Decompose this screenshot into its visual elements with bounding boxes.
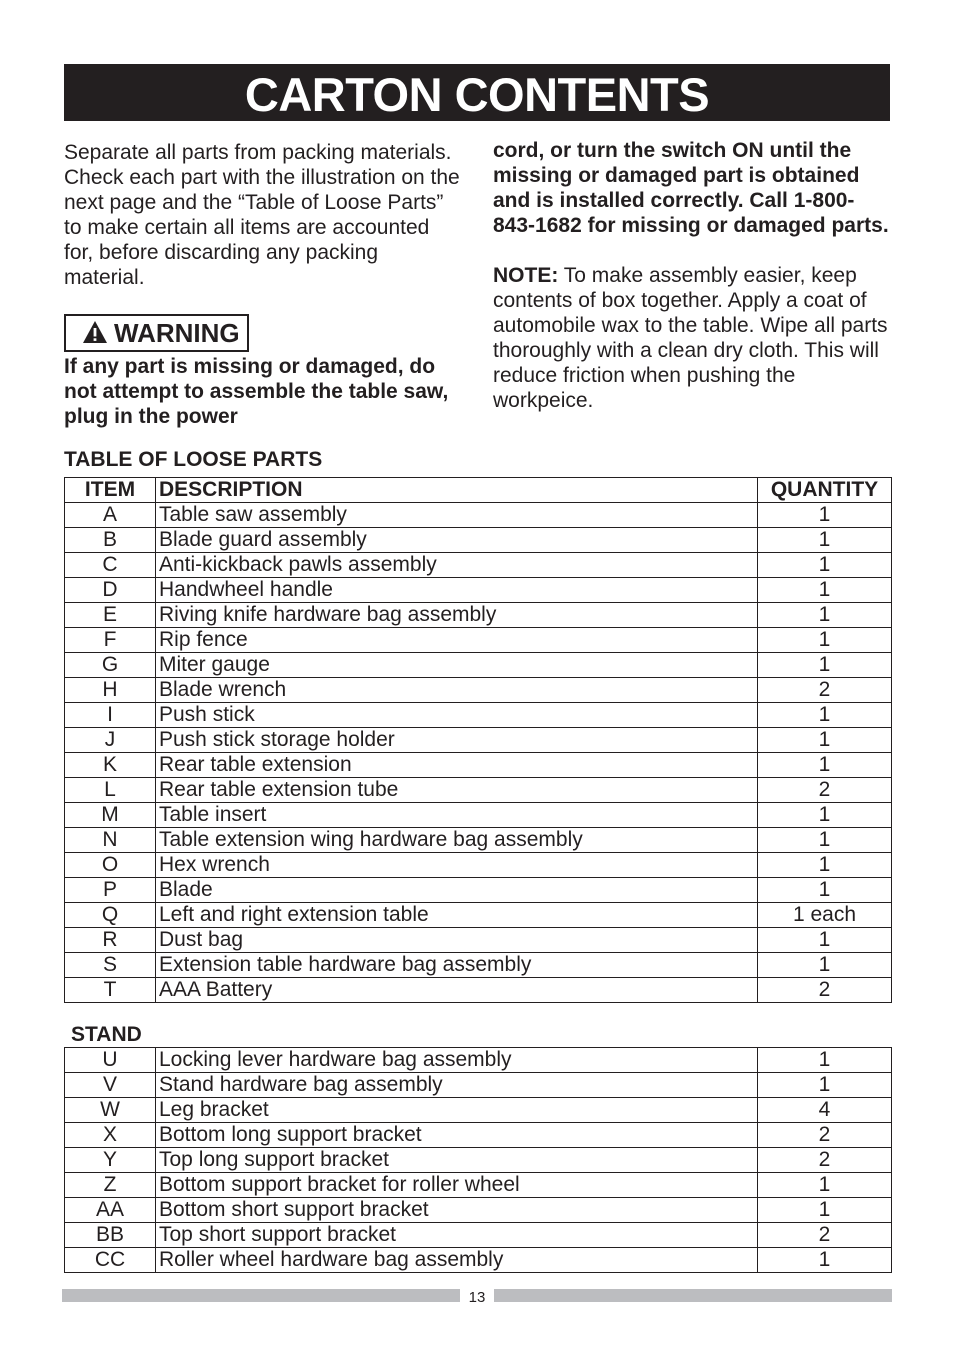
table-row [65, 703, 892, 728]
table-row [65, 553, 892, 578]
quantity-cell: 1 [758, 1173, 892, 1198]
description-cell: Stand hardware bag assembly [156, 1073, 758, 1098]
description-cell: Extension table hardware bag assembly [156, 953, 758, 978]
table-row [65, 903, 892, 928]
note-text: To make assembly easier, keep contents of box together. Apply a coat of automobile wax to the table. Wipe all parts thoroughly with a clean dry cloth. This will reduce friction when pushing the workpeice. [493, 264, 888, 412]
intro-paragraph: Separate all parts from packing materials. Check each part with the illustration on the next page and the “Table of Loose Parts” to make certain all items are accounted for, before discarding any packing material. [64, 141, 460, 289]
quantity-cell: 1 [758, 728, 892, 753]
table-header-row [65, 478, 892, 503]
item-cell: AA [65, 1198, 156, 1223]
quantity-cell: 1 [758, 578, 892, 603]
table-row [65, 953, 892, 978]
footer-bar-left [62, 1289, 460, 1302]
quantity-cell: 1 [758, 1073, 892, 1098]
item-cell: H [65, 678, 156, 703]
table-row [65, 1098, 892, 1123]
item-cell: CC [65, 1248, 156, 1273]
item-cell: C [65, 553, 156, 578]
description-cell: Rear table extension tube [156, 778, 758, 803]
description-cell: Bottom support bracket for roller wheel [156, 1173, 758, 1198]
item-cell: K [65, 753, 156, 778]
table-row [65, 878, 892, 903]
item-cell: BB [65, 1223, 156, 1248]
description-cell: Push stick [156, 703, 758, 728]
loose-parts-table [64, 477, 892, 1003]
table-row [65, 1173, 892, 1198]
item-cell: X [65, 1123, 156, 1148]
footer-bar-right [494, 1289, 892, 1302]
item-cell: S [65, 953, 156, 978]
table-row [65, 1248, 892, 1273]
description-cell: Riving knife hardware bag assembly [156, 603, 758, 628]
description-cell: Roller wheel hardware bag assembly [156, 1248, 758, 1273]
item-cell: A [65, 503, 156, 528]
description-cell: Hex wrench [156, 853, 758, 878]
stand-parts-table [64, 1047, 892, 1273]
description-cell: Leg bracket [156, 1098, 758, 1123]
page-number: 13 [468, 1289, 486, 1306]
quantity-cell: 1 [758, 878, 892, 903]
description-cell: Blade [156, 878, 758, 903]
table-row [65, 1198, 892, 1223]
description-cell: Blade wrench [156, 678, 758, 703]
description-cell: Table insert [156, 803, 758, 828]
description-cell: Table saw assembly [156, 503, 758, 528]
item-cell: V [65, 1073, 156, 1098]
quantity-cell: 2 [758, 678, 892, 703]
quantity-cell: 1 [758, 603, 892, 628]
item-cell: M [65, 803, 156, 828]
item-cell: Q [65, 903, 156, 928]
table-row [65, 728, 892, 753]
item-cell: O [65, 853, 156, 878]
quantity-cell: 1 [758, 853, 892, 878]
warning-label-box [64, 314, 249, 352]
item-cell: I [65, 703, 156, 728]
quantity-cell: 1 [758, 553, 892, 578]
warning-label: WARNING [114, 318, 240, 348]
description-cell: Top long support bracket [156, 1148, 758, 1173]
warning-text-part1: If any part is missing or damaged, do not attempt to assemble the table saw, plug in the power [64, 355, 449, 428]
description-cell: Bottom long support bracket [156, 1123, 758, 1148]
item-cell: Z [65, 1173, 156, 1198]
table-row [65, 678, 892, 703]
page-title: CARTON CONTENTS [64, 64, 890, 121]
table-row [65, 928, 892, 953]
item-cell: P [65, 878, 156, 903]
item-cell: E [65, 603, 156, 628]
note-label: NOTE: [493, 264, 559, 287]
column-header-description: DESCRIPTION [156, 478, 758, 503]
description-cell: Locking lever hardware bag assembly [156, 1048, 758, 1073]
description-cell: Bottom short support bracket [156, 1198, 758, 1223]
table-row [65, 1223, 892, 1248]
item-cell: F [65, 628, 156, 653]
description-cell: AAA Battery [156, 978, 758, 1003]
description-cell: Left and right extension table [156, 903, 758, 928]
quantity-cell: 1 [758, 1248, 892, 1273]
table-row [65, 578, 892, 603]
table-row [65, 828, 892, 853]
left-column [64, 140, 464, 429]
quantity-cell: 1 [758, 653, 892, 678]
table-row [65, 503, 892, 528]
table-row [65, 603, 892, 628]
column-header-item: ITEM [65, 478, 156, 503]
table-row [65, 528, 892, 553]
quantity-cell: 1 [758, 1198, 892, 1223]
quantity-cell: 1 [758, 953, 892, 978]
note-paragraph [493, 263, 893, 413]
table-row [65, 853, 892, 878]
warning-triangle-icon [82, 320, 108, 344]
column-header-quantity: QUANTITY [758, 478, 892, 503]
quantity-cell: 2 [758, 978, 892, 1003]
description-cell: Rear table extension [156, 753, 758, 778]
item-cell: U [65, 1048, 156, 1073]
table-row [65, 1148, 892, 1173]
quantity-cell: 1 [758, 1048, 892, 1073]
table-row [65, 1123, 892, 1148]
description-cell: Top short support bracket [156, 1223, 758, 1248]
description-cell: Push stick storage holder [156, 728, 758, 753]
right-column [493, 138, 893, 413]
description-cell: Rip fence [156, 628, 758, 653]
quantity-cell: 2 [758, 1123, 892, 1148]
quantity-cell: 1 each [758, 903, 892, 928]
table-row [65, 778, 892, 803]
description-cell: Dust bag [156, 928, 758, 953]
table-row [65, 1073, 892, 1098]
quantity-cell: 1 [758, 753, 892, 778]
quantity-cell: 4 [758, 1098, 892, 1123]
table-title: TABLE OF LOOSE PARTS [64, 448, 323, 471]
quantity-cell: 1 [758, 528, 892, 553]
item-cell: D [65, 578, 156, 603]
item-cell: W [65, 1098, 156, 1123]
quantity-cell: 2 [758, 1223, 892, 1248]
quantity-cell: 2 [758, 778, 892, 803]
table-row [65, 653, 892, 678]
item-cell: N [65, 828, 156, 853]
table-row [65, 978, 892, 1003]
quantity-cell: 1 [758, 803, 892, 828]
description-cell: Table extension wing hardware bag assembly [156, 828, 758, 853]
quantity-cell: 1 [758, 503, 892, 528]
quantity-cell: 2 [758, 1148, 892, 1173]
description-cell: Miter gauge [156, 653, 758, 678]
item-cell: G [65, 653, 156, 678]
table-row [65, 753, 892, 778]
quantity-cell: 1 [758, 628, 892, 653]
quantity-cell: 1 [758, 828, 892, 853]
table-row [65, 803, 892, 828]
table-row [65, 628, 892, 653]
description-cell: Blade guard assembly [156, 528, 758, 553]
item-cell: Y [65, 1148, 156, 1173]
stand-section-title: STAND [71, 1023, 142, 1046]
item-cell: T [65, 978, 156, 1003]
quantity-cell: 1 [758, 703, 892, 728]
quantity-cell: 1 [758, 928, 892, 953]
item-cell: R [65, 928, 156, 953]
item-cell: B [65, 528, 156, 553]
table-row [65, 1048, 892, 1073]
warning-text-part2: cord, or turn the switch ON until the missing or damaged part is obtained and is installed correctly. Call 1-800-843-1682 for missing or damaged parts. [493, 139, 889, 237]
description-cell: Anti-kickback pawls assembly [156, 553, 758, 578]
item-cell: L [65, 778, 156, 803]
item-cell: J [65, 728, 156, 753]
description-cell: Handwheel handle [156, 578, 758, 603]
